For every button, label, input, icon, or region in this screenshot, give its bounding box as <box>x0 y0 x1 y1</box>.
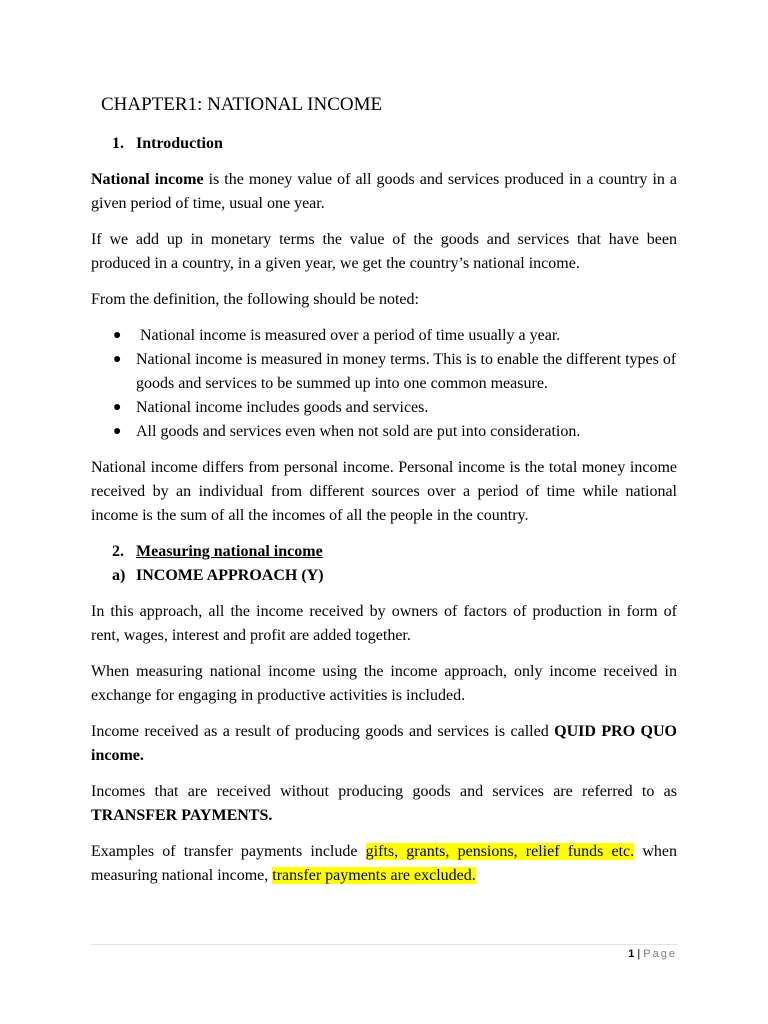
paragraph-approach: In this approach, all the income received by owners of factors of production in form of rent, wages, interest and profit are added together. <box>91 603 677 644</box>
term-transfer-payments: TRANSFER PAYMENTS. <box>91 807 273 824</box>
definition-text: is the money value of all goods and services produced in a country in a given period of time, usual one year. <box>91 171 678 212</box>
section-number: 1. <box>112 135 124 152</box>
list-item-text: National income is measured over a period of time usually a year. <box>136 327 561 344</box>
paragraph-text: Income received as a result of producing goods and services is called <box>91 723 555 740</box>
paragraph-noted: From the definition, the following should be noted: <box>91 291 419 308</box>
bullet-icon: ● <box>113 352 122 367</box>
paragraph-text: Examples of transfer payments include <box>91 843 366 860</box>
list-item-text: National income is measured in money terms. This is to enable the different types of goods and services to be summed up into one common measure. <box>136 351 677 392</box>
paragraph-transfer-payments <box>91 780 677 828</box>
paragraph-text: when measuring national income, <box>91 843 678 884</box>
document-body <box>91 132 677 888</box>
page-footer <box>628 946 677 962</box>
subsection-heading-income-approach <box>91 564 677 588</box>
paragraph-productive-activities: When measuring national income using the income approach, only income received in exchange for engaging in productive activities is included. <box>91 663 677 704</box>
subsection-heading-text: INCOME APPROACH (Y) <box>136 567 324 584</box>
bullet-list <box>91 324 677 444</box>
highlighted-examples: gifts, grants, pensions, relief funds etc. <box>365 843 635 860</box>
highlighted-excluded: transfer payments are excluded. <box>272 867 476 884</box>
bullet-icon: ● <box>113 400 122 415</box>
bullet-icon: ● <box>113 424 122 439</box>
list-item-text: All goods and services even when not sold are put into consideration. <box>136 423 581 440</box>
section-heading-text: Measuring national income <box>136 543 323 560</box>
section-heading-text: Introduction <box>136 135 223 152</box>
section-heading-measuring <box>91 540 677 564</box>
term-national-income: National income <box>91 171 204 188</box>
paragraph-personal-income: National income differs from personal income. Personal income is the total money income received by an individual from different sources over a period of time while national income is the sum of all the incomes of all the people in the country. <box>91 459 677 524</box>
list-item <box>91 396 677 420</box>
footer-rule <box>91 944 678 945</box>
paragraph-monetary-terms: If we add up in monetary terms the value of the goods and services that have been produced in a country, in a given year, we get the country’s national income. <box>91 231 677 272</box>
list-item <box>91 420 677 444</box>
paragraph-examples <box>91 840 677 888</box>
page-number: 1 <box>628 948 635 960</box>
list-item <box>91 348 677 396</box>
paragraph-text: Incomes that are received without producing goods and services are referred to as <box>91 783 677 800</box>
paragraph-quid-pro-quo <box>91 720 677 768</box>
subsection-letter: a) <box>112 567 126 584</box>
section-heading-introduction <box>91 132 677 156</box>
paragraph-definition <box>91 168 677 216</box>
term-quid-pro-quo: QUID PRO QUO income. <box>91 723 678 764</box>
bullet-icon: ● <box>113 328 122 343</box>
section-number: 2. <box>112 543 124 560</box>
footer-separator: | <box>634 948 644 960</box>
list-item-text: National income includes goods and services. <box>136 399 429 416</box>
list-item <box>91 324 677 348</box>
chapter-title: CHAPTER1: NATIONAL INCOME <box>101 94 383 115</box>
page-label: Page <box>643 948 677 960</box>
